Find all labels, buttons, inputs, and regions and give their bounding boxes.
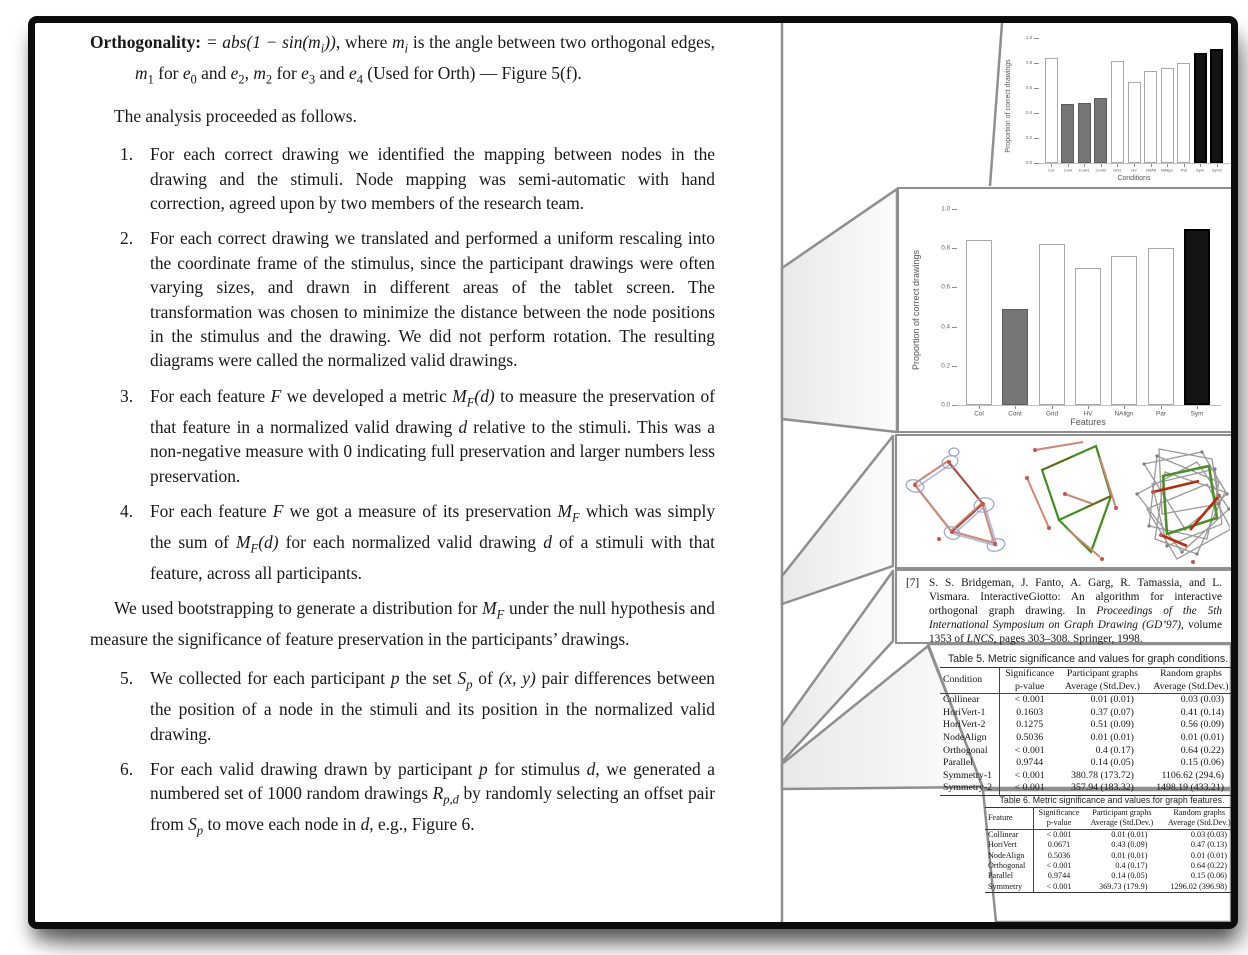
features-bar-chart: [899, 189, 1231, 431]
table-cell: 1106.62 (294.6): [1161, 769, 1224, 781]
x-tick-mark: [1052, 406, 1053, 409]
analysis-intro: The analysis proceeded as follows.: [114, 105, 357, 126]
y-tick-mark: [952, 209, 957, 210]
random-drawings-overlay-graph: [1135, 449, 1230, 564]
list-item-text: For each feature F we got a measure of its preservation $M_F$ which was simply the sum of $M_F(d)$ for each normalized valid drawing d of a stimuli with that feature, across all participants.: [150, 500, 715, 583]
x-tick-mark: [1151, 164, 1152, 167]
reference-panel: [895, 569, 1231, 644]
table-cell: 0.37 (0.07): [1090, 706, 1134, 718]
x-tick-mark: [1084, 164, 1085, 167]
x-axis-label: Features: [1070, 417, 1106, 427]
bar-Sym: [1184, 229, 1210, 405]
table-cell: HoriVert-1: [940, 707, 1000, 720]
table-6-grid: [985, 807, 1231, 893]
bar-HVAlt: [1144, 71, 1157, 164]
x-tick-mark: [979, 406, 980, 409]
table-5-caption: Table 5. Metric significance and values for graph conditions.: [947, 653, 1229, 665]
bar-Cont: [1002, 309, 1028, 405]
y-tick-label: 0.0: [1025, 160, 1032, 165]
table-cell: 0.01 (0.01): [1190, 850, 1227, 860]
reference-number: [7]: [906, 577, 920, 589]
y-tick-mark: [1034, 88, 1039, 89]
x-tick-label: NAlign: [1161, 168, 1173, 173]
list-item-text: For each correct drawing we identified the mapping between nodes in the drawing and the stimuli. Node mapping was semi-automatic with hand correction, agreed upon by two members of the research team.: [150, 144, 715, 213]
table-cell: < 0.001: [1046, 881, 1072, 891]
y-tick-label: 0.4: [1025, 110, 1032, 115]
table-cell: 0.14 (0.05): [1111, 871, 1148, 881]
x-tick-label: Cont2: [1095, 168, 1107, 173]
list-item-number: 5.: [120, 668, 134, 689]
table-6: [985, 795, 1231, 893]
table-6-caption: Table 6. Metric significance and values for graph features.: [999, 795, 1225, 805]
bar-Cont1: [1078, 103, 1091, 163]
table-cell: 0.4 (0.17): [1115, 861, 1148, 871]
conditions-bar-chart: [999, 25, 1231, 187]
x-tick-mark: [1197, 406, 1198, 409]
table-cell: NodeAlign: [940, 732, 1000, 745]
table-cell: 0.47 (0.13): [1190, 840, 1227, 850]
table-cell: 0.9744: [1047, 871, 1071, 881]
table-cell: 0.5036: [1016, 731, 1044, 743]
x-tick-label: Sym2: [1211, 168, 1222, 173]
x-tick-label: Cont: [1008, 410, 1023, 418]
table-cell: Collinear: [940, 694, 1000, 707]
table-cell: Symmetry-2: [940, 782, 1000, 795]
table-cell: Parallel: [985, 871, 1033, 881]
paper-page-card: [28, 16, 1238, 929]
table-row: [985, 871, 1231, 881]
y-tick-label: 1.0: [1025, 35, 1032, 40]
table-row: [940, 719, 1231, 732]
column-header: Participant graphs Average (Std.Dev.): [1059, 668, 1146, 694]
table-cell: Orthogonal: [940, 745, 1000, 758]
stimulus-overlay-graph: [1025, 442, 1118, 561]
x-tick-label: Grid: [1113, 168, 1122, 173]
table-cell: 357.94 (183.32): [1071, 782, 1134, 794]
table-cell: 0.01 (0.01): [1111, 850, 1148, 860]
x-tick-mark: [1124, 406, 1125, 409]
x-tick-label: Grid: [1045, 410, 1058, 418]
x-tick-label: Col: [974, 410, 984, 418]
table-cell: 0.9744: [1016, 757, 1044, 769]
table-cell: 1296.02 (396.98): [1170, 881, 1227, 891]
y-axis-label: Proportion of correct drawings: [1005, 59, 1012, 153]
x-tick-mark: [1117, 164, 1118, 167]
x-tick-label: Cont1: [1079, 168, 1090, 173]
table-cell: Symmetry-1: [940, 770, 1000, 783]
x-tick-label: NAlign: [1114, 410, 1134, 418]
list-item-text: We collected for each participant p the set $S_p$ of (x, y) pair differences between the position of a node in the stimuli and its position in the normalized valid drawing.: [150, 668, 715, 744]
table-row: [985, 829, 1231, 840]
table-cell: 0.0671: [1047, 840, 1071, 850]
table-cell: 0.51 (0.09): [1090, 719, 1134, 731]
table-row: [985, 882, 1231, 893]
y-tick-label: 0.2: [941, 361, 950, 369]
y-tick-label: 0.8: [941, 244, 950, 252]
x-tick-label: Sym: [1196, 168, 1205, 173]
table-cell: Collinear: [985, 829, 1033, 840]
bar-Col: [1045, 58, 1058, 163]
table-cell: < 0.001: [1014, 769, 1045, 781]
x-tick-label: HVAlt: [1145, 168, 1156, 173]
table-5-grid: [940, 667, 1231, 796]
y-tick-mark: [1034, 63, 1039, 64]
table-cell: 0.14 (0.05): [1090, 757, 1134, 769]
x-tick-mark: [1217, 164, 1218, 167]
table-cell: NodeAlign: [985, 851, 1033, 861]
orthogonality-definition: Orthogonality: = $abs(1 - \sin(m_i))$, where $m_i$ is the angle between two orthogonal edges, $m_1$ for $e_0$ and $e_2$, $m_2$ for $e_3$ and $e_4$ (Used for Orth) — Figure 5(f).: [90, 32, 715, 87]
table-cell: 380.78 (173.72): [1071, 769, 1134, 781]
bar-NAlign: [1111, 256, 1137, 405]
bar-NAlign: [1161, 68, 1174, 163]
bar-Sym2: [1210, 49, 1223, 163]
table-cell: < 0.001: [1046, 829, 1072, 839]
table-row: [940, 782, 1231, 795]
table-cell: < 0.001: [1014, 782, 1045, 794]
column-header: Condition: [940, 668, 1000, 694]
y-tick-mark: [1034, 163, 1039, 164]
table-row: [985, 840, 1231, 850]
y-tick-label: 0.4: [941, 322, 950, 330]
table-cell: < 0.001: [1014, 744, 1045, 756]
column-header: Random graphs Average (Std.Dev.): [1159, 808, 1231, 830]
table-cell: 0.03 (0.03): [1190, 829, 1227, 839]
bar-HV: [1128, 82, 1141, 163]
table-cell: 0.03 (0.03): [1180, 694, 1224, 706]
x-tick-mark: [1051, 164, 1052, 167]
bar-Cont2: [1094, 98, 1107, 163]
table-cell: 0.43 (0.09): [1111, 840, 1148, 850]
x-tick-mark: [1161, 406, 1162, 409]
x-tick-mark: [1015, 406, 1016, 409]
bar-Sym: [1194, 53, 1207, 163]
y-tick-label: 0.6: [1025, 85, 1032, 90]
table-cell: 0.5036: [1047, 850, 1071, 860]
y-tick-mark: [952, 327, 957, 328]
graph-drawings-figure: [897, 436, 1230, 566]
column-header: Random graphs Average (Std.Dev.): [1146, 668, 1231, 694]
table-cell: 0.1275: [1016, 719, 1044, 731]
bar-Grid: [1039, 244, 1065, 405]
table-cell: 0.01 (0.01): [1111, 829, 1148, 839]
bar-Cont: [1061, 104, 1074, 163]
column-header: Significance p-value: [1000, 668, 1059, 694]
list-item-number: 1.: [120, 144, 134, 165]
participant-sketch-graph: [905, 448, 1006, 553]
y-tick-mark: [1034, 138, 1039, 139]
x-tick-label: Sym: [1190, 410, 1204, 418]
list-item-text: For each correct drawing we translated and performed a uniform rescaling into the coordinate frame of the stimulus, since the participant drawings were often varying sizes, and drawn in different areas of the tablet screen. The transformation was chosen to minimize the distance between the node positions in the stimulus and the drawing. We did not perform rotation. The resulting diagrams were called the normalized valid drawings.: [150, 228, 715, 371]
table-cell: 0.41 (0.14): [1180, 706, 1224, 718]
y-tick-mark: [952, 366, 957, 367]
table-row: [940, 745, 1231, 758]
bar-Par: [1177, 63, 1190, 163]
column-header: Participant graphs Average (Std.Dev.): [1084, 808, 1159, 830]
table-cell: < 0.001: [1046, 861, 1072, 871]
bar-Col: [966, 240, 992, 405]
x-tick-label: Par: [1155, 410, 1166, 418]
bar-HV: [1075, 268, 1101, 405]
table-cell: Symmetry: [985, 882, 1033, 893]
bar-Par: [1148, 248, 1174, 405]
graph-drawings-panel: [895, 434, 1231, 569]
list-item-number: 4.: [120, 500, 134, 521]
y-tick-mark: [952, 248, 957, 249]
x-tick-label: HV: [1083, 410, 1093, 418]
y-axis-label: Proportion of correct drawings: [911, 249, 921, 371]
x-tick-mark: [1068, 164, 1069, 167]
x-tick-label: Col: [1048, 168, 1055, 173]
table-cell: HoriVert-2: [940, 719, 1000, 732]
y-tick-mark: [1034, 113, 1039, 114]
metrics-table: [985, 807, 1231, 893]
table-cell: 0.15 (0.06): [1190, 871, 1227, 881]
table-cell: 0.01 (0.01): [1090, 731, 1134, 743]
x-tick-mark: [1101, 164, 1102, 167]
x-tick-label: Cont: [1063, 168, 1073, 173]
table-cell: 1498.19 (433.21): [1156, 782, 1224, 794]
table-cell: 0.1603: [1016, 706, 1044, 718]
table-row: [940, 757, 1231, 770]
table-cell: 0.4 (0.17): [1095, 744, 1134, 756]
features-bar-chart-panel: [897, 187, 1231, 433]
list-item-text: For each valid drawing drawn by participant p for stimulus d, we generated a numbered set of 1000 random drawings $R_{p,d}$ by randomly selecting an offset pair from $S_p$ to move each node in d, e.g., Figure 6.: [150, 759, 715, 838]
y-tick-label: 0.6: [941, 283, 950, 291]
bar-Grid: [1111, 61, 1124, 164]
y-tick-mark: [1034, 38, 1039, 39]
y-tick-label: 1.0: [941, 204, 950, 213]
y-tick-label: 0.0: [941, 400, 950, 409]
x-tick-mark: [1088, 406, 1089, 409]
table-cell: 0.01 (0.01): [1180, 731, 1224, 743]
y-tick-mark: [952, 287, 957, 288]
table-cell: < 0.001: [1014, 694, 1045, 706]
y-tick-mark: [952, 405, 957, 406]
y-tick-label: 0.2: [1025, 135, 1032, 140]
paper-page-inner: [35, 23, 1231, 922]
x-tick-mark: [1200, 164, 1201, 167]
callout-wedge-graphs: [782, 436, 893, 604]
y-tick-label: 0.8: [1025, 60, 1032, 65]
list-item-number: 3.: [120, 385, 134, 406]
list-item-number: 6.: [120, 759, 134, 780]
x-axis-label: Conditions: [1117, 175, 1151, 182]
table-cell: 369.73 (179.9): [1099, 881, 1148, 891]
x-tick-mark: [1167, 164, 1168, 167]
x-tick-label: Par: [1180, 168, 1187, 173]
callout-wedge-bar-chart: [782, 189, 897, 432]
table-row: [940, 770, 1231, 783]
column-header: Significance p-value: [1033, 808, 1084, 830]
list-item-text: For each feature F we developed a metric $M_F(d)$ to measure the preservation of that feature in a normalized valid drawing d relative to the stimuli. This was a non-negative measure with 0 indicating full preservation and larger numbers less preservation.: [150, 385, 715, 486]
table-cell: Orthogonal: [985, 861, 1033, 871]
metrics-table: [940, 667, 1231, 796]
table-row: [985, 851, 1231, 861]
table-cell: 0.64 (0.22): [1180, 744, 1224, 756]
column-header: Feature: [985, 808, 1033, 830]
x-tick-mark: [1184, 164, 1185, 167]
table-cell: 0.15 (0.06): [1180, 757, 1224, 769]
table-row: [940, 694, 1231, 707]
table-cell: HoriVert: [985, 840, 1033, 850]
list-item-number: 2.: [120, 228, 134, 249]
x-tick-mark: [1134, 164, 1135, 167]
reference-text: S. S. Bridgeman, J. Fanto, A. Garg, R. Tamassia, and L. Vismara. InteractiveGiotto: An algorithm for interactive orthogonal graph drawing. In Proceedings of the 5th International Symposium on Graph Drawing (GD’97), volume 1353 of LNCS, pages 303–308. Springer, 1998.: [929, 577, 1223, 645]
reference-entry: [906, 577, 1222, 647]
table-5: [940, 653, 1231, 796]
table-row: [940, 732, 1231, 745]
x-tick-label: HV: [1131, 168, 1137, 173]
table-row: [940, 707, 1231, 720]
table-cell: 0.64 (0.22): [1190, 861, 1227, 871]
bootstrap-paragraph: We used bootstrapping to generate a distribution for $M_F$ under the null hypothesis and measure the significance of feature preservation in the participants’ drawings.: [90, 598, 715, 649]
table-cell: 0.01 (0.01): [1090, 694, 1134, 706]
table-cell: 0.56 (0.09): [1180, 719, 1224, 731]
table-cell: Parallel: [940, 757, 1000, 770]
table-row: [985, 861, 1231, 871]
